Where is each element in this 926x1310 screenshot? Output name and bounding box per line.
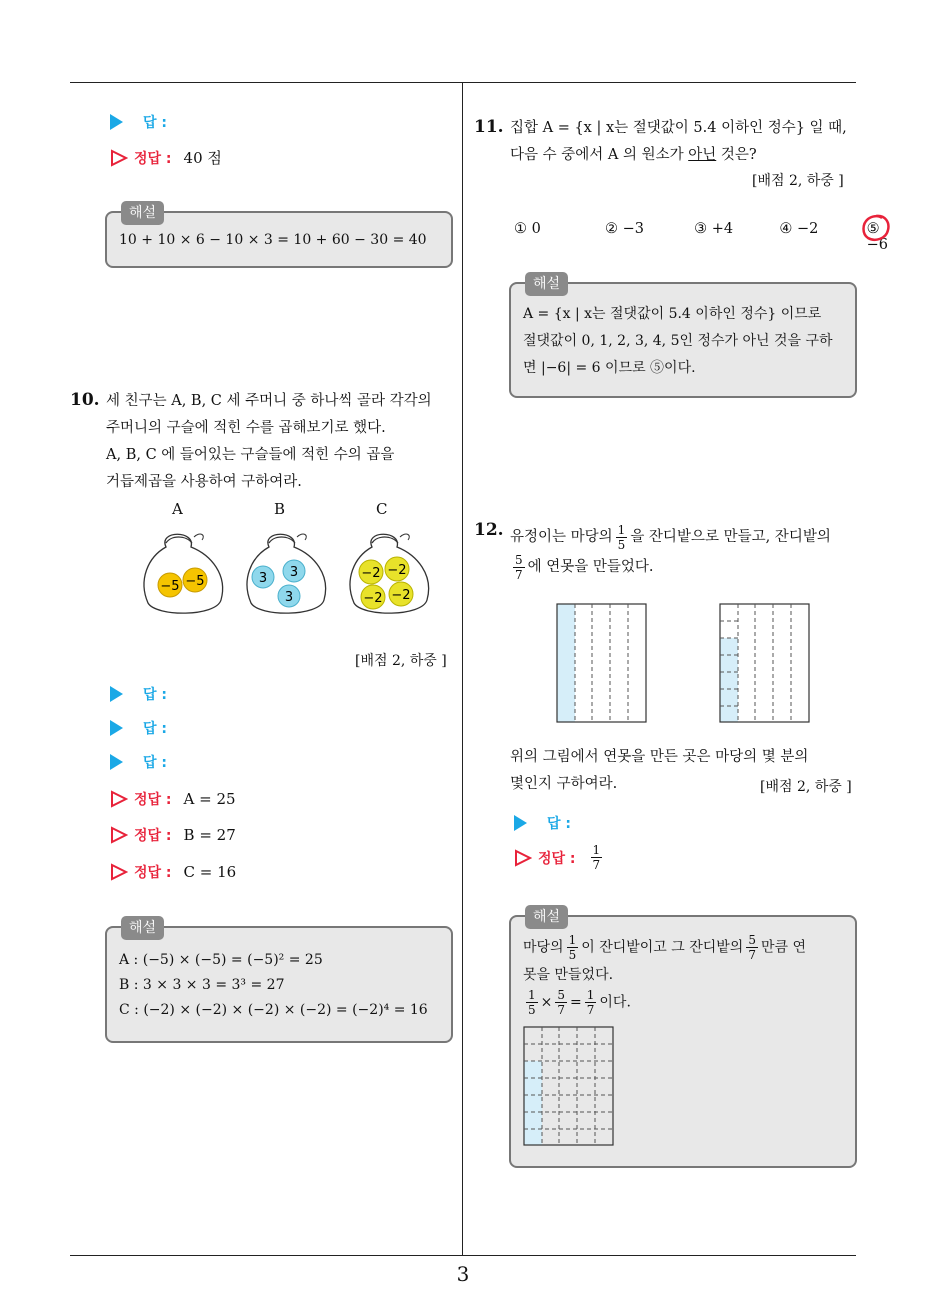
bag-label-b: B: [274, 500, 286, 518]
correct-value: A = 25: [183, 790, 236, 808]
bag-label-a: A: [172, 500, 183, 518]
explanation-line: A = {x | x는 절댓값이 5.4 이하인 정수} 이므로: [523, 306, 822, 322]
score-meta: [배점 2, 하중 ]: [752, 173, 844, 189]
bag-a: [144, 534, 223, 613]
explanation-box: [509, 276, 857, 398]
answer-label: 답 :: [547, 816, 571, 832]
question-line: 거듭제곱을 사용하여 구하여라.: [106, 474, 302, 490]
marble-label: −5: [160, 579, 180, 594]
text-segment: 을 잔디밭으로 만들고, 잔디밭의: [630, 529, 831, 545]
correct-value: 40 점: [183, 149, 222, 167]
bag-label-c: C: [376, 500, 388, 518]
explanation-box: [105, 205, 453, 268]
correct-value: B = 27: [183, 826, 236, 844]
question-line: A, B, C 에 들어있는 구슬들에 적힌 수의 곱을: [106, 447, 395, 463]
correct-fraction: $\frac{1}{7}$: [592, 843, 601, 872]
fraction: $\frac{1}{5}$: [617, 522, 626, 552]
answer-label: 답 :: [143, 687, 167, 703]
explanation-line: 면 |−6| = 6 이므로 ⑤이다.: [523, 360, 696, 376]
text-segment: 이다.: [599, 994, 631, 1011]
answer-label: 답 :: [143, 755, 167, 771]
marble-label: 3: [284, 590, 294, 605]
fraction: $\frac{1}{7}$: [586, 988, 595, 1017]
score-meta: [배점 2, 하중 ]: [760, 779, 852, 795]
explanation-tab: 해설: [525, 905, 568, 929]
text-segment: ×: [540, 994, 553, 1011]
explanation-box: [105, 920, 453, 1043]
correct-answer-row: [110, 789, 236, 809]
explanation-line: C : (−2) × (−2) × (−2) × (−2) = (−2)⁴ = 16: [119, 1002, 428, 1018]
yard-figure-2: [720, 604, 809, 722]
underlined-word: 아닌: [688, 147, 717, 163]
marble-label: −2: [387, 563, 407, 578]
correct-label: 정답 :: [538, 850, 576, 867]
explanation-line: 못을 만들었다.: [523, 967, 614, 983]
fraction: $\frac{5}{7}$: [748, 933, 756, 962]
correct-label: 정답 :: [134, 150, 172, 167]
answer-row: [110, 684, 167, 704]
question-line: 주머니의 구슬에 적힌 수를 곱해보기로 했다.: [106, 420, 386, 436]
bag-c: [350, 534, 429, 613]
question-line: 세 친구는 A, B, C 세 주머니 중 하나씩 골라 각각의: [106, 393, 432, 409]
correct-answer-row: [110, 147, 222, 168]
correct-circle-icon: [861, 213, 891, 243]
filled-triangle-icon: [514, 815, 527, 831]
solution-grid-figure: [523, 1026, 615, 1146]
page-number: 3: [456, 1262, 470, 1286]
marble-label: −2: [363, 591, 383, 606]
choice-1[interactable]: ① 0: [514, 221, 541, 237]
explanation-line: [523, 933, 845, 962]
question-number: 12.: [474, 520, 504, 540]
question-number: 10.: [70, 390, 100, 410]
fraction: $\frac{1}{5}$: [568, 933, 577, 962]
marble-label: −2: [391, 588, 411, 603]
question-line: [510, 552, 860, 582]
yard-figure-1: [557, 604, 646, 722]
yard-figures: [556, 603, 810, 724]
marble-label: −2: [361, 566, 381, 581]
fraction: $\frac{5}{7}$: [515, 552, 523, 582]
fraction: $\frac{5}{7}$: [557, 988, 566, 1017]
marble-label: 3: [258, 571, 268, 586]
outline-triangle-icon: [110, 863, 128, 881]
answer-row: [110, 718, 167, 738]
outline-triangle-icon: [514, 849, 532, 867]
marble-label: −5: [185, 574, 205, 589]
correct-label: 정답 :: [134, 865, 172, 881]
explanation-tab: 해설: [525, 272, 568, 296]
question-text: [510, 522, 860, 582]
question-text: [510, 115, 860, 169]
text-segment: 이 잔디밭이고 그 잔디밭의: [581, 939, 744, 956]
question-line: 집합 A = {x | x는 절댓값이 5.4 이하인 정수} 일 때,: [510, 120, 847, 136]
text-segment: 다음 수 중에서 A 의 원소가: [510, 147, 689, 163]
explanation-text: [523, 301, 845, 382]
explanation-line: A : (−5) × (−5) = (−5)² = 25: [119, 952, 323, 968]
explanation-text: [523, 933, 845, 1017]
text-segment: 만큼 연: [760, 939, 807, 956]
text-segment: =: [570, 994, 582, 1011]
choice-5[interactable]: [867, 221, 904, 253]
fraction: $\frac{1}{5}$: [528, 988, 536, 1017]
choice-list: [514, 221, 926, 253]
explanation-line: 절댓값이 0, 1, 2, 3, 4, 5인 정수가 아닌 것을 구하: [523, 333, 833, 349]
outline-triangle-icon: [110, 826, 128, 844]
explanation-tab: 해설: [121, 916, 164, 940]
column-divider: [462, 82, 463, 1255]
question-number: 11.: [474, 117, 504, 137]
bag-b: [247, 534, 326, 613]
text-segment: 것은?: [716, 147, 757, 163]
outline-triangle-icon: [110, 149, 128, 167]
correct-answer-row: [110, 862, 236, 882]
filled-triangle-icon: [110, 754, 123, 770]
explanation-text: [119, 948, 441, 1023]
bottom-rule: [70, 1255, 856, 1256]
explanation-line: [523, 988, 845, 1017]
explanation-line: B : 3 × 3 × 3 = 3³ = 27: [119, 977, 285, 993]
bags-figure: [136, 525, 436, 620]
outline-triangle-icon: [110, 790, 128, 808]
question-line: [510, 522, 860, 552]
explanation-box: [509, 909, 857, 1168]
correct-label: 정답 :: [134, 792, 172, 808]
marble-label: 3: [289, 565, 299, 580]
choice-3[interactable]: ③ +4: [694, 221, 734, 237]
answer-row: [110, 752, 167, 772]
text-segment: 유정이는 마당의: [510, 529, 613, 545]
explanation-text: 10 + 10 × 6 − 10 × 3 = 10 + 60 − 30 = 40: [119, 232, 427, 248]
explanation-tab: 해설: [121, 201, 164, 225]
filled-triangle-icon: [110, 720, 123, 736]
answer-label: 답 :: [143, 115, 167, 131]
question-text: [106, 388, 458, 496]
score-meta: [배점 2, 하중 ]: [355, 653, 447, 669]
choice-5-label: ⑤ −6: [866, 221, 888, 253]
text-segment: 에 연못을 만들었다.: [527, 559, 654, 575]
answer-row: [110, 112, 167, 132]
correct-answer-row: [110, 825, 236, 845]
answer-row: [514, 813, 571, 833]
question-line: 몇인지 구하여라.: [510, 776, 618, 792]
correct-value: C = 16: [183, 863, 237, 881]
filled-triangle-icon: [110, 686, 123, 702]
top-rule: [70, 82, 856, 83]
question-line: [510, 142, 860, 169]
correct-answer-row: [514, 843, 605, 872]
answer-label: 답 :: [143, 721, 167, 737]
choice-4[interactable]: ④ −2: [779, 221, 819, 237]
filled-triangle-icon: [110, 114, 123, 130]
correct-label: 정답 :: [134, 828, 172, 844]
text-segment: 마당의: [523, 939, 564, 956]
question-line: 위의 그림에서 연못을 만든 곳은 마당의 몇 분의: [510, 749, 809, 765]
choice-2[interactable]: ② −3: [605, 221, 645, 237]
